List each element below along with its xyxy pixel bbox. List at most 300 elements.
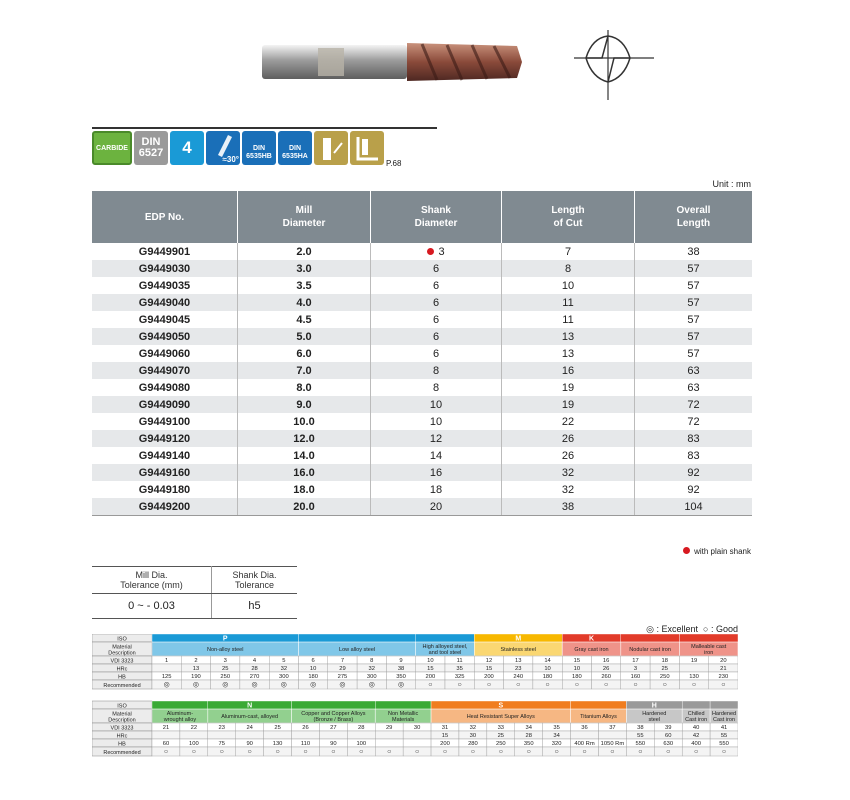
hb-cell-text: 550 <box>635 741 646 748</box>
recommended-cell-text: ○ <box>470 748 476 756</box>
grid-label-text: Description <box>108 717 136 724</box>
shank-diameter-cell: 6 <box>371 311 502 328</box>
mill-diameter-cell: 5.0 <box>238 328 371 345</box>
overall-length-cell: 92 <box>635 464 753 481</box>
hb-cell-text: 240 <box>513 674 524 681</box>
hb-cell-text: 250 <box>659 674 670 681</box>
hrc-cell <box>152 664 181 672</box>
recommended-cell-text: ○ <box>387 748 392 756</box>
overall-length-cell: 63 <box>635 362 753 379</box>
recommended-cell-text: ○ <box>721 681 726 689</box>
length-of-cut-cell: 26 <box>502 447 635 464</box>
grid-label-text: HB <box>118 674 126 681</box>
recommended-cell-text: ○ <box>428 681 433 689</box>
hrc-cell-text: 15 <box>427 666 434 673</box>
vdi-cell-text: 4 <box>252 658 257 665</box>
icon-strip-rule <box>92 127 437 129</box>
recommended-cell-text: ○ <box>721 748 727 756</box>
mill-diameter-cell: 6.0 <box>238 345 371 362</box>
length-of-cut-cell: 11 <box>502 311 635 328</box>
hb-cell-text: 60 <box>162 741 170 748</box>
grid-label-text: VDI 3323 <box>110 725 134 732</box>
material-description-text: wrought alloy <box>163 717 197 723</box>
vdi-cell-text: 1 <box>165 658 169 665</box>
vdi-cell-text: 23 <box>218 725 225 732</box>
material-description-text: and tool steel <box>428 650 462 656</box>
plain-shank-note: with plain shank <box>683 547 751 556</box>
overall-length-cell: 83 <box>635 430 753 447</box>
mill-diameter-cell: 7.0 <box>238 362 371 379</box>
col-edp: EDP No. <box>92 191 238 243</box>
material-description-text: steel <box>648 717 661 723</box>
hrc-cell-text: 10 <box>573 666 581 673</box>
material-grid <box>92 634 738 768</box>
carbide-icon: CARBIDE <box>92 131 132 165</box>
recommended-cell-text: ○ <box>303 748 308 756</box>
col-shank-diameter: Shank Diameter <box>371 191 502 243</box>
hb-cell-text: 300 <box>366 674 377 681</box>
hrc-cell <box>598 731 626 739</box>
hb-cell-text: 325 <box>454 674 465 681</box>
shank-diameter-cell: 14 <box>371 447 502 464</box>
overall-length-cell: 92 <box>687 483 700 496</box>
iso-group-cell <box>292 701 376 709</box>
vdi-cell-text: 3 <box>223 658 227 665</box>
recommended-cell-text: ○ <box>331 748 336 756</box>
hb-cell <box>375 739 403 747</box>
hb-cell-text: 300 <box>279 674 289 681</box>
legend-excellent: ◎ : Excellent <box>646 624 699 634</box>
tolerance-table <box>92 566 297 619</box>
hrc-cell <box>180 731 208 739</box>
vdi-cell-text: 28 <box>358 725 365 732</box>
edp-cell: G9449080 <box>92 379 238 396</box>
product-table <box>92 191 752 516</box>
edp-cell: G9449050 <box>92 328 238 345</box>
vdi-cell-text: 11 <box>456 658 463 665</box>
hb-cell-text: 250 <box>220 674 231 681</box>
material-description-text: iron <box>704 650 714 656</box>
iso-group-letter: K <box>588 635 595 643</box>
material-description-text: Stainless steel <box>500 647 536 653</box>
vdi-cell-text: 31 <box>441 725 449 732</box>
hrc-cell-text: 15 <box>441 733 449 740</box>
hrc-cell-text: 32 <box>368 666 375 673</box>
overall-length-cell: 57 <box>687 313 700 326</box>
edp-cell: G9449901 <box>92 243 238 260</box>
mill-diameter-cell: 4.5 <box>238 311 371 328</box>
recommended-cell-text: ○ <box>498 748 503 756</box>
length-of-cut-cell: 8 <box>502 260 635 277</box>
overall-length-cell: 63 <box>687 381 700 394</box>
vdi-cell-text: 25 <box>274 725 281 732</box>
length-of-cut-cell: 10 <box>502 277 635 294</box>
vdi-cell-text: 17 <box>632 658 639 665</box>
hb-cell-text: 200 <box>484 674 494 681</box>
red-dot-icon <box>683 547 690 554</box>
red-dot-icon <box>427 248 434 255</box>
hrc-cell <box>152 731 180 739</box>
recommended-cell-text: ○ <box>526 748 531 756</box>
vdi-cell-text: 2 <box>194 658 198 665</box>
iso-group-cell <box>710 701 738 709</box>
length-of-cut-cell: 13 <box>502 345 635 362</box>
table-row <box>92 413 752 430</box>
iso-group-cell <box>679 634 738 642</box>
recommended-cell-text: ○ <box>691 681 697 689</box>
recommended-cell-text: ◎ <box>339 681 346 689</box>
table-row <box>92 379 752 396</box>
vdi-cell-text: 34 <box>525 725 532 732</box>
hrc-cell-text: 3 <box>633 666 638 673</box>
vdi-cell-text: 16 <box>602 658 610 665</box>
hrc-cell <box>264 731 292 739</box>
vdi-cell-text: 41 <box>720 725 728 732</box>
hb-cell-text: 200 <box>440 741 450 748</box>
overall-length-cell: 57 <box>687 347 700 360</box>
material-description-text: Aluminum- <box>166 711 194 717</box>
material-description-text: Non Metallic <box>388 711 419 717</box>
iso-group-cell <box>621 634 680 642</box>
overall-length-cell: 38 <box>687 245 700 258</box>
overall-length-cell: 104 <box>635 498 753 516</box>
material-description-text: Cast iron <box>685 717 708 723</box>
din-6527-icon: DIN 6527 <box>134 131 168 165</box>
recommended-cell-text: ○ <box>545 681 550 689</box>
hrc-cell-text: 10 <box>309 666 317 673</box>
legend-good: ○ : Good <box>703 624 738 634</box>
hrc-cell-text: 30 <box>469 733 477 740</box>
length-of-cut-cell: 38 <box>502 498 635 516</box>
vdi-cell-text: 22 <box>190 725 198 732</box>
hrc-cell-text: 13 <box>192 666 200 673</box>
iso-group-cell <box>682 701 710 709</box>
hb-cell <box>403 739 431 747</box>
hrc-cell-text: 10 <box>544 666 551 673</box>
material-description-text: (Bronze / Brass) <box>313 717 354 723</box>
iso-group-cell <box>299 634 416 642</box>
length-of-cut-cell: 11 <box>502 294 635 311</box>
vdi-cell-text: 21 <box>162 725 170 732</box>
vdi-cell-text: 5 <box>282 658 286 665</box>
length-of-cut-cell: 13 <box>502 328 635 345</box>
overall-length-cell: 57 <box>635 294 753 311</box>
length-of-cut-cell: 32 <box>502 481 635 498</box>
iso-group-cell <box>152 701 208 709</box>
hrc-cell-text: 25 <box>497 733 505 740</box>
shank-diameter-cell: 3 <box>371 243 502 260</box>
hrc-cell-text: 15 <box>485 666 493 673</box>
recommended-cell-text: ○ <box>574 681 579 689</box>
recommended-cell-text: ◎ <box>280 681 287 689</box>
mill-diameter-cell: 20.0 <box>238 498 371 516</box>
length-of-cut-cell: 22 <box>502 413 635 430</box>
vdi-cell-text: 8 <box>370 658 374 665</box>
recommended-cell-text: ◎ <box>368 681 375 689</box>
recommended-cell-text: ○ <box>694 748 699 756</box>
edp-cell: G9449070 <box>92 362 238 379</box>
iso-group-letter: N <box>247 702 253 710</box>
edp-cell: G9449160 <box>92 464 238 481</box>
recommended-cell-text: ◎ <box>251 681 258 689</box>
four-flute-icon: 4 <box>170 131 204 165</box>
hrc-cell-text: 26 <box>602 666 610 673</box>
col-length-of-cut: Length of Cut <box>502 191 635 243</box>
hrc-cell-text: 29 <box>339 666 346 673</box>
shank-diameter-cell: 16 <box>371 464 502 481</box>
table-row <box>92 277 752 294</box>
hb-cell-text: 275 <box>337 674 348 681</box>
edp-cell: G9449035 <box>92 277 238 294</box>
overall-length-cell: 57 <box>635 260 753 277</box>
table-header-row <box>92 191 752 243</box>
vdi-cell-text: 15 <box>573 658 581 665</box>
shank-diameter-cell: 6 <box>371 260 502 277</box>
hb-cell-text: 90 <box>330 741 337 748</box>
vdi-cell-text: 20 <box>720 658 727 665</box>
iso-group-cell <box>375 701 431 709</box>
recommended-cell-text: ○ <box>163 748 169 756</box>
length-of-cut-cell: 32 <box>502 464 635 481</box>
vdi-cell-text: 39 <box>665 725 672 732</box>
grid-label-text: HB <box>118 741 126 748</box>
hb-cell-text: 630 <box>663 741 674 748</box>
material-description-text: Copper and Copper Alloys <box>301 711 366 717</box>
iso-group-letter: H <box>651 702 657 710</box>
material-description-text: Heat Resistant Super Alloys <box>466 714 535 720</box>
hrc-cell-text: 28 <box>525 733 532 740</box>
hrc-cell-text: 32 <box>280 666 288 673</box>
vdi-cell-text: 7 <box>340 658 345 665</box>
hrc-cell-text: 55 <box>720 733 728 740</box>
hb-cell-text: 100 <box>356 741 367 748</box>
table-row <box>92 345 752 362</box>
recommended-cell-text: ○ <box>638 748 643 756</box>
grid-label-text: HRc <box>116 733 128 740</box>
mill-diameter-cell: 10.0 <box>238 413 371 430</box>
table-row <box>92 396 752 413</box>
edp-cell: G9449090 <box>92 396 238 413</box>
material-description-text: Gray cast iron <box>574 647 609 653</box>
material-description-text: Materials <box>391 717 415 723</box>
slotting-icon <box>350 131 384 165</box>
recommended-cell-text: ○ <box>486 681 492 689</box>
hb-cell-text: 130 <box>272 741 283 748</box>
shank-tolerance-header: Shank Dia. Tolerance <box>211 567 297 594</box>
recommended-cell-text: ◎ <box>222 681 229 689</box>
vdi-cell-text: 33 <box>497 725 505 732</box>
recommended-cell-text: ◎ <box>310 681 317 689</box>
side-milling-icon <box>314 131 348 165</box>
mill-diameter-cell: 12.0 <box>238 430 371 447</box>
recommended-cell-text: ◎ <box>192 681 200 689</box>
overall-length-cell: 57 <box>687 279 700 292</box>
din-6535ha-icon: DIN 6535HA <box>278 131 312 165</box>
mill-diameter-cell: 16.0 <box>238 464 371 481</box>
vdi-cell-text: 10 <box>427 658 434 665</box>
hb-cell-text: 125 <box>161 674 172 681</box>
hrc-cell-text: 25 <box>222 666 229 673</box>
iso-group-letter: M <box>515 635 522 643</box>
unit-label: Unit : mm <box>712 179 751 189</box>
edp-cell: G9449030 <box>92 260 238 277</box>
recommended-cell-text: ◎ <box>397 681 405 689</box>
grid-label-text: Recommended <box>103 750 141 756</box>
mill-diameter-cell: 3.0 <box>238 260 371 277</box>
material-description-text: Hardened <box>642 711 667 717</box>
recommended-cell-text: ○ <box>414 748 420 756</box>
hb-cell-text: 400 <box>691 741 701 748</box>
edp-cell: G9449060 <box>92 345 238 362</box>
hb-cell-text: 110 <box>300 741 311 748</box>
overall-length-cell: 57 <box>635 328 753 345</box>
edp-cell: G9449100 <box>92 413 238 430</box>
hrc-cell <box>679 664 708 672</box>
material-description-text: Non-alloy steel <box>207 647 244 653</box>
length-of-cut-cell: 19 <box>502 379 635 396</box>
hrc-cell <box>347 731 375 739</box>
vdi-cell-text: 29 <box>385 725 393 732</box>
mill-diameter-cell: 4.0 <box>238 294 371 311</box>
vdi-cell-text: 9 <box>399 658 403 665</box>
length-of-cut-cell: 26 <box>502 430 635 447</box>
shank-diameter-cell: 6 <box>371 294 502 311</box>
edp-cell: G9449045 <box>92 311 238 328</box>
hrc-cell <box>571 731 599 739</box>
hrc-cell <box>236 731 264 739</box>
recommended-cell-text: ○ <box>442 748 448 756</box>
iso-group-cell <box>416 634 475 642</box>
grid-label-text: Description <box>108 650 136 657</box>
recommended-cell-text: ○ <box>604 681 609 689</box>
hb-cell-text: 180 <box>542 674 553 681</box>
table-row <box>92 294 752 311</box>
mill-tolerance-value: 0 ~ - 0.03 <box>92 594 211 619</box>
shank-diameter-cell: 10 <box>371 396 502 413</box>
hb-cell-text: 550 <box>719 741 729 748</box>
mill-diameter-cell: 18.0 <box>238 481 371 498</box>
table-row <box>92 430 752 447</box>
grid-label-text: ISO <box>117 636 127 643</box>
vdi-cell-text: 6 <box>311 658 315 665</box>
vdi-cell-text: 19 <box>690 658 698 665</box>
hrc-cell <box>403 731 431 739</box>
table-row <box>92 447 752 464</box>
length-of-cut-cell: 7 <box>502 243 635 260</box>
grid-label-text: HRc <box>116 666 128 673</box>
edp-cell: G9449200 <box>92 498 238 516</box>
material-description-text: Cast iron <box>713 717 736 723</box>
hb-cell-text: 230 <box>718 674 729 681</box>
mill-diameter-cell: 9.0 <box>238 396 371 413</box>
mill-diameter-cell: 3.5 <box>238 277 371 294</box>
recommended-cell-text: ○ <box>359 748 364 756</box>
table-row <box>92 362 752 379</box>
hrc-cell-text: 34 <box>553 733 560 740</box>
hb-cell-text: 350 <box>396 674 406 681</box>
overall-length-cell: 83 <box>687 449 700 462</box>
grid-label-text: ISO <box>117 703 127 710</box>
vdi-cell-text: 38 <box>637 725 644 732</box>
recommended-cell-text: ○ <box>516 681 521 689</box>
hrc-cell-text: 25 <box>661 666 668 673</box>
hb-cell-text: 180 <box>572 674 582 681</box>
recommended-cell-text: ○ <box>662 681 667 689</box>
grid-label-text: VDI 3323 <box>110 658 134 665</box>
hrc-cell-text: 60 <box>665 733 672 740</box>
grid-label-text: Recommended <box>103 683 141 689</box>
material-description-text: Aluminum-cast, alloyed <box>221 714 279 720</box>
page-reference: P.68 <box>386 159 402 168</box>
length-of-cut-cell: 16 <box>502 362 635 379</box>
hrc-cell-text: 38 <box>397 666 405 673</box>
shank-diameter-cell: 8 <box>371 362 502 379</box>
din-6535hb-icon: DIN 6535HB <box>242 131 276 165</box>
recommended-cell-text: ○ <box>610 748 615 756</box>
edp-cell: G9449140 <box>92 447 238 464</box>
shank-diameter-cell: 12 <box>371 430 502 447</box>
vdi-cell-text: 35 <box>553 725 560 732</box>
iso-group-letter: P <box>222 635 228 643</box>
mill-diameter-cell: 2.0 <box>238 243 371 260</box>
shank-tolerance-value: h5 <box>211 594 297 619</box>
vdi-cell-text: 32 <box>469 725 477 732</box>
table-row <box>92 498 752 516</box>
shank-diameter-cell: 20 <box>371 498 502 516</box>
vdi-cell-text: 40 <box>692 725 700 732</box>
hrc-cell-text: 23 <box>515 666 522 673</box>
hrc-cell-text: 55 <box>637 733 644 740</box>
table-row <box>92 243 752 260</box>
hrc-cell-text: 28 <box>251 666 258 673</box>
hb-cell-text: 180 <box>308 674 318 681</box>
iso-group-cell <box>571 701 627 709</box>
hrc-cell <box>292 731 320 739</box>
shank-diameter-cell: 10 <box>371 413 502 430</box>
vdi-cell-text: 18 <box>661 658 668 665</box>
table-row <box>92 260 752 277</box>
table-row <box>92 328 752 345</box>
edp-cell: G9449040 <box>92 294 238 311</box>
hb-cell-text: 190 <box>191 674 201 681</box>
vdi-cell-text: 37 <box>609 725 616 732</box>
vdi-cell-text: 12 <box>485 658 493 665</box>
recommended-cell-text: ○ <box>554 748 559 756</box>
material-description-text: Titanium Alloys <box>580 714 617 720</box>
hb-cell-text: 250 <box>495 741 506 748</box>
overall-length-cell: 72 <box>687 415 700 428</box>
material-description-text: Chilled <box>687 711 705 717</box>
hb-cell-text: 280 <box>468 741 478 748</box>
end-mill-image <box>262 42 524 82</box>
edp-cell: G9449120 <box>92 430 238 447</box>
overall-length-cell: 72 <box>635 396 753 413</box>
recommended-cell-text: ○ <box>582 748 587 756</box>
vdi-cell-text: 27 <box>330 725 337 732</box>
table-row <box>92 464 752 481</box>
edp-cell: G9449180 <box>92 481 238 498</box>
shank-diameter-cell: 18 <box>371 481 502 498</box>
hrc-cell <box>319 731 347 739</box>
recommended-cell-text: ○ <box>633 681 638 689</box>
vdi-cell-text: 26 <box>302 725 309 732</box>
recommended-cell-text: ◎ <box>163 681 170 689</box>
hb-cell-text: 400 Rm <box>574 741 595 748</box>
vdi-cell-text: 36 <box>581 725 588 732</box>
hb-cell-text: 270 <box>249 674 260 681</box>
recommended-cell-text: ○ <box>191 748 196 756</box>
vdi-cell-text: 24 <box>246 725 253 732</box>
